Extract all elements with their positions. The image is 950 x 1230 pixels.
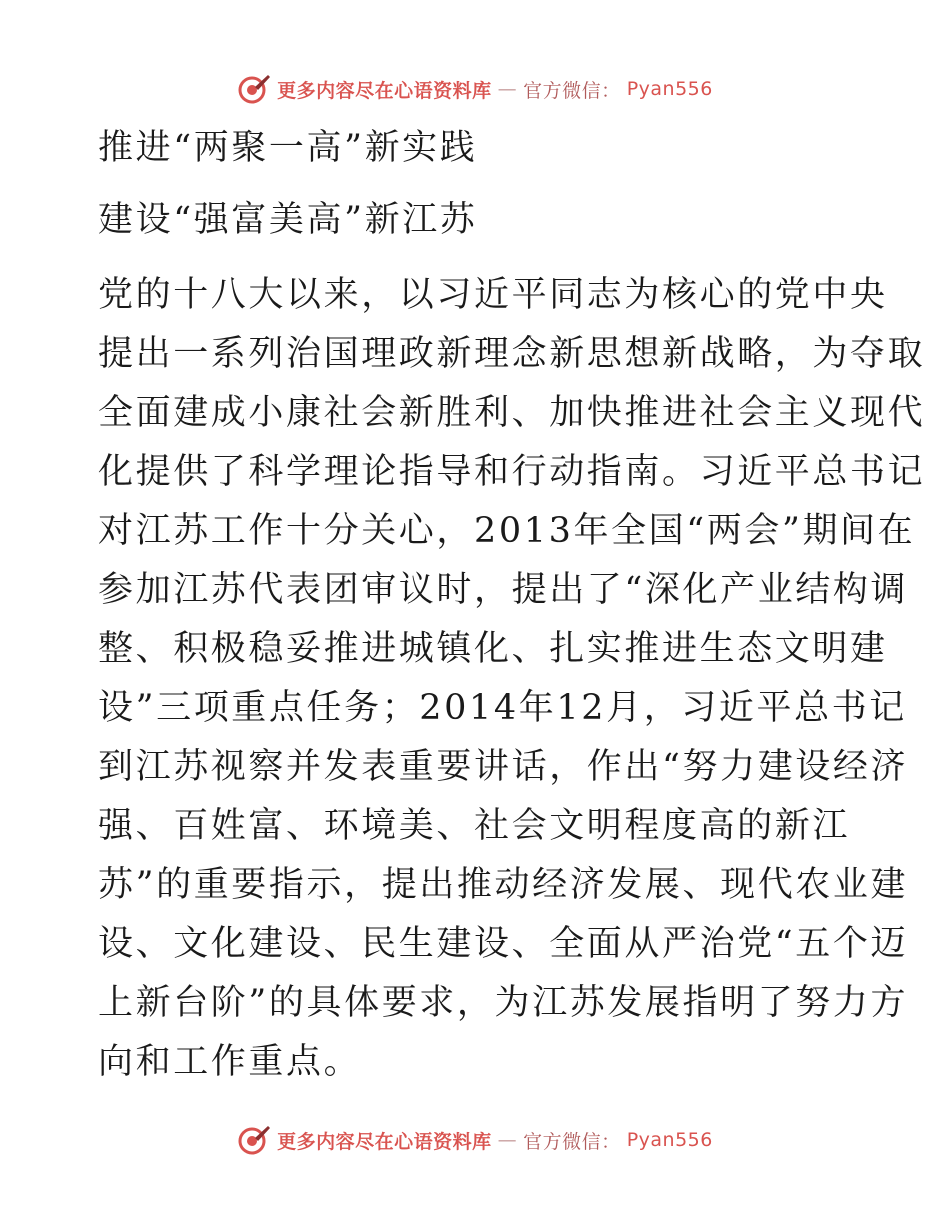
paragraph-line: 提出一系列治国理政新理念新思想新战略，为夺取: [98, 334, 926, 374]
paragraph-line: 到江苏视察并发表重要讲话，作出“努力建设经济: [98, 747, 909, 787]
paragraph-line: 苏”的重要指示，提出推动经济发展、现代农业建: [98, 865, 909, 905]
paragraph-line: 整、积极稳妥推进城镇化、扎实推进生态文明建: [98, 629, 888, 669]
watermark-brand: 更多内容尽在心语资料库: [277, 1130, 492, 1153]
pen-logo-icon: [237, 1123, 271, 1157]
paragraph-line: 全面建成小康社会新胜利、加快推进社会主义现代: [98, 393, 926, 433]
paragraph-line: 参加江苏代表团审议时，提出了“深化产业结构调: [98, 570, 909, 610]
header-watermark: [0, 72, 950, 106]
watermark-wechat-label: 官方微信：: [523, 79, 621, 102]
watermark-separator: —: [497, 1129, 518, 1151]
paragraph-line: 设”三项重点任务；2014年12月，习近平总书记: [98, 688, 907, 728]
paragraph-line: 党的十八大以来，以习近平同志为核心的党中央: [98, 275, 888, 315]
paragraph-line: 强、百姓富、环境美、社会文明程度高的新江: [98, 806, 851, 846]
title-line-1: 推进“两聚一高”新实践: [98, 128, 478, 168]
watermark-wechat-id: Pyan556: [626, 1129, 713, 1151]
watermark-brand: 更多内容尽在心语资料库: [277, 79, 492, 102]
paragraph-line: 向和工作重点。: [98, 1042, 362, 1082]
title-line-2: 建设“强富美高”新江苏: [98, 200, 478, 240]
watermark-wechat-id: Pyan556: [626, 78, 713, 100]
paragraph-line: 设、文化建设、民生建设、全面从严治党“五个迈: [98, 924, 909, 964]
paragraph-line: 对江苏工作十分关心，2013年全国“两会”期间在: [98, 511, 916, 551]
paragraph-line: 化提供了科学理论指导和行动指南。习近平总书记: [98, 452, 926, 492]
pen-logo-icon: [237, 72, 271, 106]
watermark-separator: —: [497, 78, 518, 100]
footer-watermark: [0, 1123, 950, 1157]
paragraph-line: 上新台阶”的具体要求，为江苏发展指明了努力方: [98, 983, 909, 1023]
watermark-wechat-label: 官方微信：: [523, 1130, 621, 1153]
